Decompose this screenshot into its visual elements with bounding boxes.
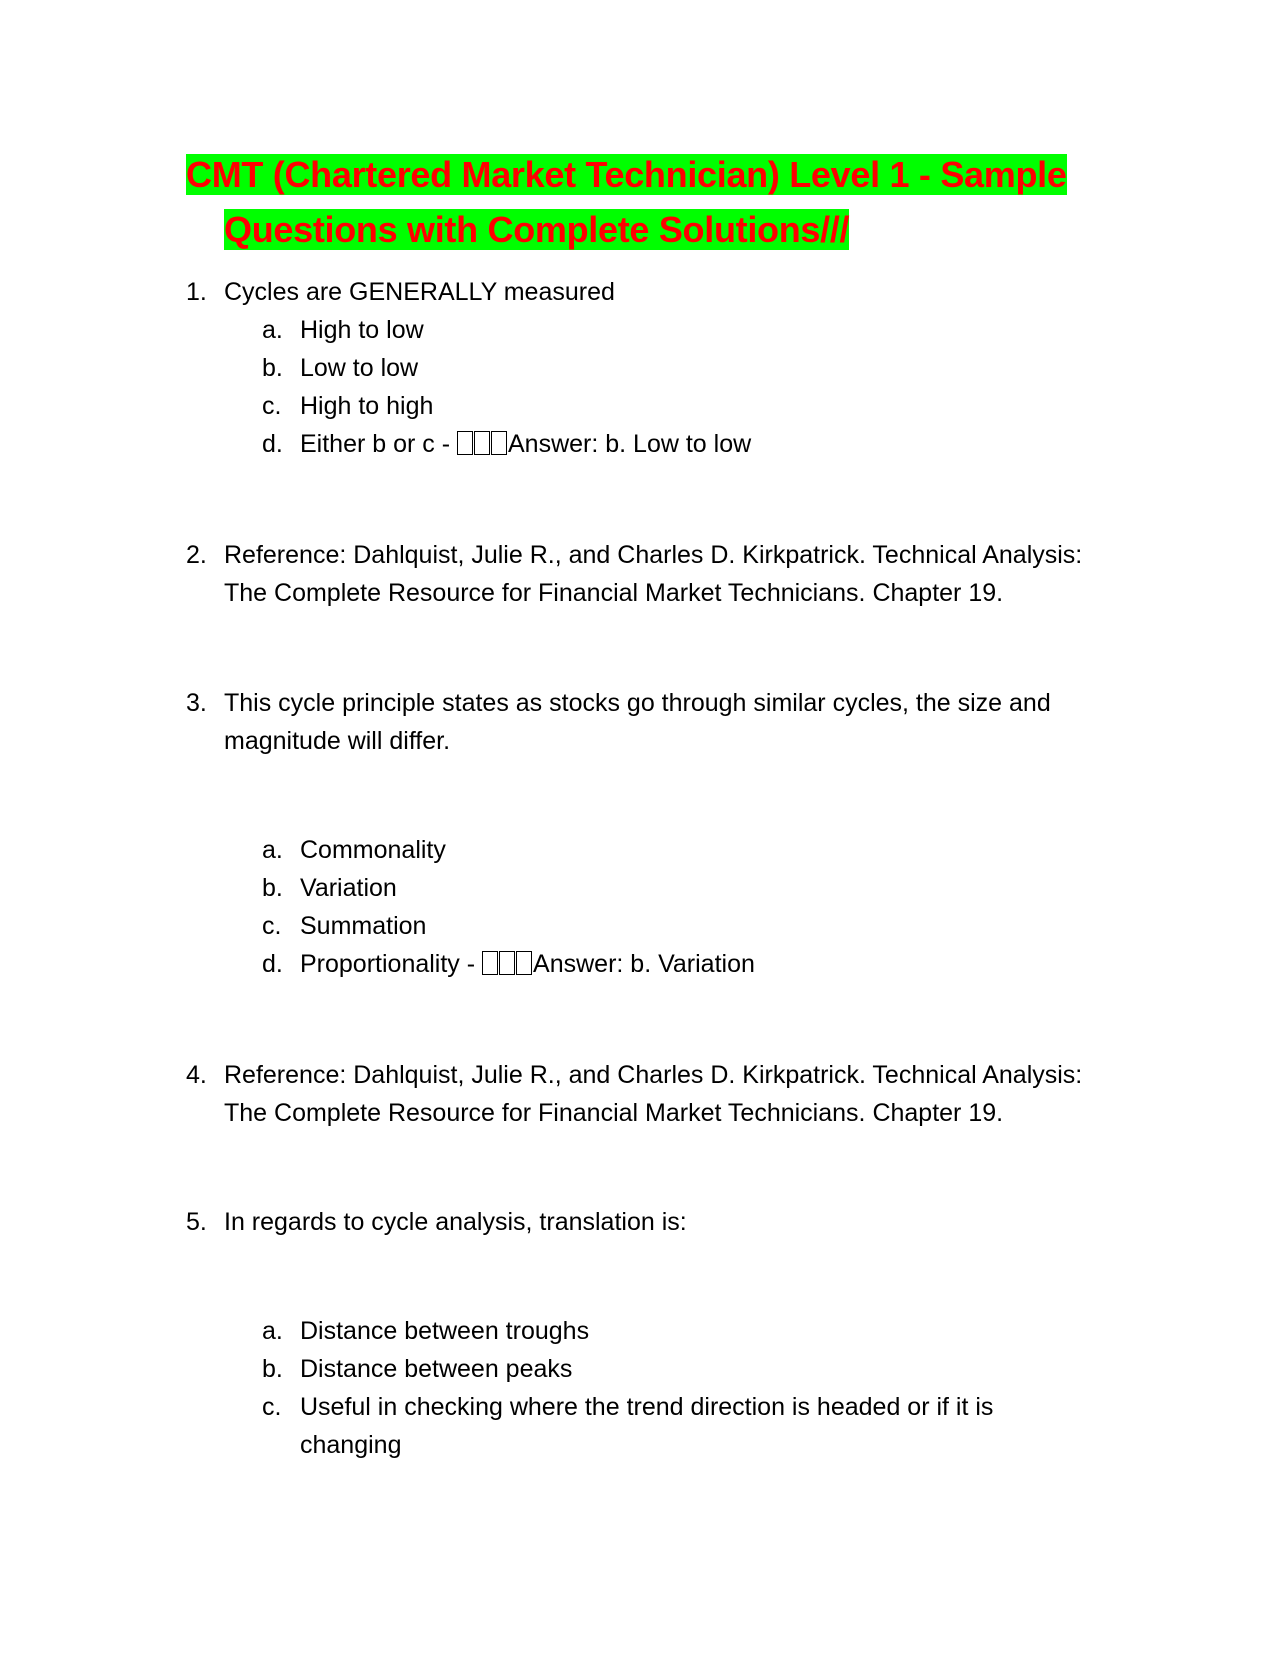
question-5: [186, 1203, 1116, 1241]
question-number: 3.: [186, 689, 207, 717]
option-text: Either b or c -: [300, 430, 457, 458]
option-item: [262, 945, 1082, 983]
option-item: [262, 1312, 1082, 1350]
option-item: [262, 349, 1082, 387]
option-letter: a.: [262, 316, 283, 344]
option-letter: b.: [262, 354, 283, 382]
missing-glyph-icon: [499, 951, 515, 975]
option-letter: c.: [262, 912, 282, 940]
option-item: [262, 869, 1082, 907]
option-text: Proportionality -: [300, 950, 483, 978]
question-number: 2.: [186, 541, 207, 569]
question-1: [186, 273, 1116, 311]
document-title: [186, 147, 1086, 257]
question-3-options: [262, 831, 1082, 983]
option-text: High to low: [300, 316, 424, 344]
question-text: Reference: Dahlquist, Julie R., and Charles D. Kirkpatrick. Technical Analysis: The Complete Resource for Financial Market Technicians. Chapter 19.: [224, 1061, 1083, 1127]
option-letter: c.: [262, 1393, 282, 1421]
question-2: [186, 536, 1116, 612]
question-3: [186, 684, 1116, 760]
option-item: [262, 1350, 1082, 1388]
option-text: Commonality: [300, 836, 446, 864]
question-1-options: [262, 311, 1082, 463]
question-5-options: [262, 1312, 1082, 1464]
question-text: Reference: Dahlquist, Julie R., and Charles D. Kirkpatrick. Technical Analysis: The Complete Resource for Financial Market Technicians. Chapter 19.: [224, 541, 1083, 607]
question-number: 1.: [186, 278, 207, 306]
option-text: Low to low: [300, 354, 419, 382]
missing-glyph-icon: [474, 431, 490, 455]
question-number: 4.: [186, 1061, 207, 1089]
option-letter: a.: [262, 1317, 283, 1345]
question-4: [186, 1056, 1116, 1132]
option-item: [262, 1388, 1082, 1464]
title-line-2: [186, 202, 1086, 257]
option-text: High to high: [300, 392, 434, 420]
option-text: Distance between peaks: [300, 1355, 573, 1383]
option-item: [262, 425, 1082, 463]
option-text: Distance between troughs: [300, 1317, 590, 1345]
option-text: Variation: [300, 874, 397, 902]
question-number: 5.: [186, 1208, 207, 1236]
option-text: Summation: [300, 912, 427, 940]
title-line-1: [186, 147, 1086, 202]
answer-text: Answer: b. Low to low: [508, 430, 752, 458]
missing-glyph-icon: [457, 431, 473, 455]
option-letter: c.: [262, 392, 282, 420]
option-text: Useful in checking where the trend direction is headed or if it is changing: [300, 1393, 994, 1459]
answer-text: Answer: b. Variation: [533, 950, 755, 978]
option-item: [262, 311, 1082, 349]
option-letter: b.: [262, 1355, 283, 1383]
title-line-2-text: Questions with Complete Solutions///: [224, 209, 850, 250]
question-text: This cycle principle states as stocks go through similar cycles, the size and magnitude will differ.: [224, 689, 1051, 755]
missing-glyph-icon: [516, 951, 532, 975]
option-item: [262, 831, 1082, 869]
title-line-1-text: CMT (Chartered Market Technician) Level 1 - Sample: [186, 154, 1067, 195]
option-letter: a.: [262, 836, 283, 864]
option-item: [262, 387, 1082, 425]
question-text: In regards to cycle analysis, translation is:: [224, 1208, 687, 1236]
missing-glyph-icon: [482, 951, 498, 975]
missing-glyph-icon: [491, 431, 507, 455]
option-letter: d.: [262, 430, 283, 458]
option-letter: b.: [262, 874, 283, 902]
option-letter: d.: [262, 950, 283, 978]
option-item: [262, 907, 1082, 945]
question-text: Cycles are GENERALLY measured: [224, 278, 615, 306]
